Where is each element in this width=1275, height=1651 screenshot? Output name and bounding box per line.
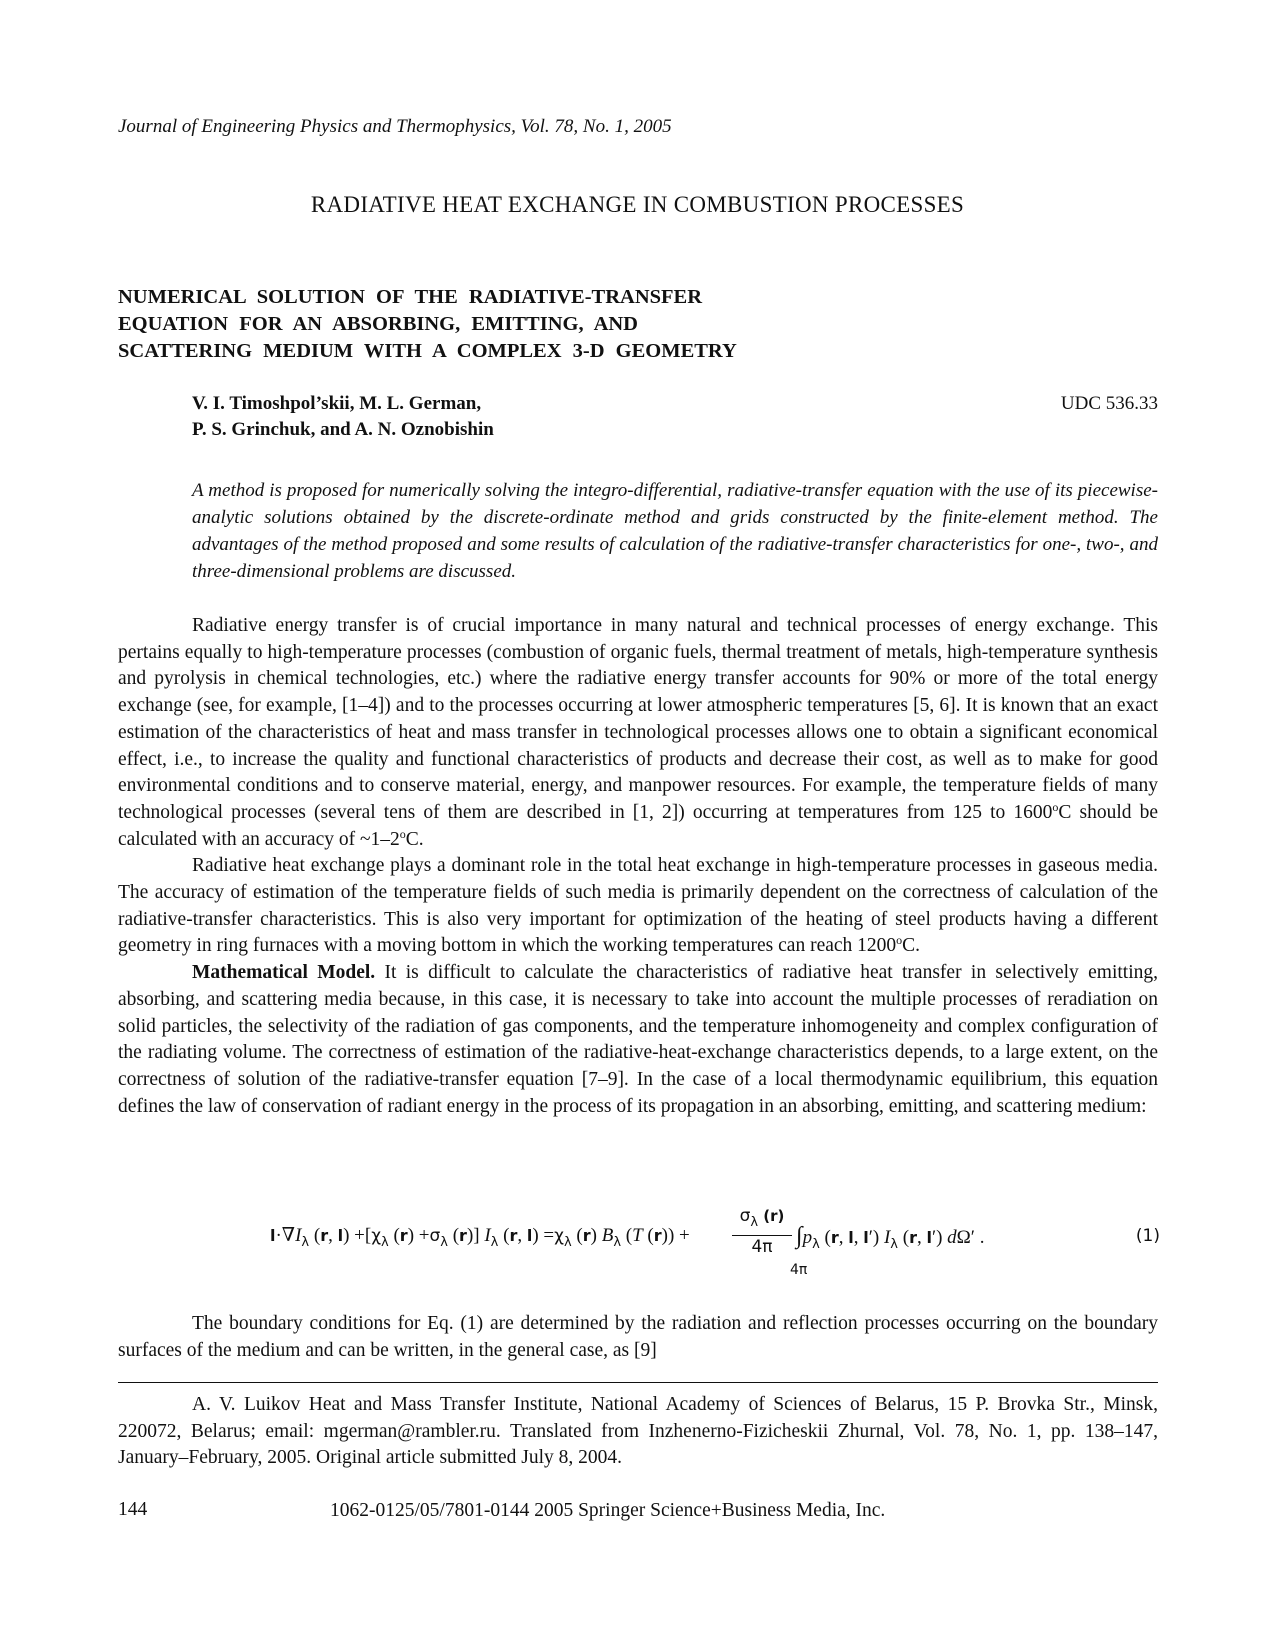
equation-integral: $\int p_\lambda$ (r, l, l′) $I_\lambda$ (r, l′) dΩ′ . xyxy=(796,1223,985,1252)
equation-number: (1) xyxy=(1135,1226,1160,1246)
fraction-denominator: 4π xyxy=(751,1237,773,1257)
paragraph-text: C should be calculated with an accuracy of ~1–2 xyxy=(118,801,1158,850)
journal-citation: Journal of Engineering Physics and Thermophysics, Vol. 78, No. 1, 2005 xyxy=(118,116,672,137)
paragraph xyxy=(118,960,1158,1120)
paper-title xyxy=(118,284,737,365)
paragraph: The boundary conditions for Eq. (1) are determined by the radiation and reflection processes occurring on the boundary surfaces of the medium and can be written, in the general case, as [9] xyxy=(118,1313,1158,1361)
paragraph xyxy=(118,613,1158,853)
udc-code: UDC 536.33 xyxy=(1060,393,1158,414)
paragraph xyxy=(118,853,1158,960)
fraction-numerator: $\sigma_\lambda$ (r) xyxy=(732,1205,792,1236)
copyright-line: 1062-0125/05/7801-0144 2005 Springer Science+Business Media, Inc. xyxy=(330,1500,886,1521)
author-line: P. S. Grinchuk, and A. N. Oznobishin xyxy=(192,418,494,440)
equation-fraction xyxy=(732,1205,792,1258)
title-line: NUMERICAL SOLUTION OF THE RADIATIVE-TRANSFER xyxy=(118,286,703,308)
author-line: V. I. Timoshpol’skii, M. L. German, xyxy=(192,393,482,414)
subsection-heading: Mathematical Model. xyxy=(192,962,376,984)
title-line: EQUATION FOR AN ABSORBING, EMITTING, AND xyxy=(118,313,638,335)
footnote-divider xyxy=(118,1382,1158,1383)
footnote-text: A. V. Luikov Heat and Mass Transfer Institute, National Academy of Sciences of Belarus, 15 P. Brovka Str., Minsk, 220072, Belarus; email: mgerman@rambler.ru. Translated from Inzhenerno-Fizicheskii Zhurnal, Vol. 78, No. 1, pp. 138–147, January–February, 2005. Original article submitted July 8, 2004. xyxy=(118,1394,1158,1469)
paragraph-text: C. xyxy=(902,935,921,957)
degree-symbol: o xyxy=(1052,799,1059,814)
section-heading: RADIATIVE HEAT EXCHANGE IN COMBUSTION PROCESSES xyxy=(310,192,965,217)
paragraph-text: Radiative energy transfer is of crucial importance in many natural and technical processes of energy exchange. This pertains equally to high-temperature processes (combustion of organic fuels, thermal treatment of metals, high-temperature synthesis and pyrolysis in chemical technologies, etc.) where the radiative energy transfer accounts for 90% or more of the total energy exchange (see, for example, [1–4]) and to the processes occurring at lower atmospheric temperatures [5, 6]. It is known that an exact estimation of the characteristics of heat and mass transfer in technological processes allows one to obtain a significant economical effect, i.e., to increase the quality and functional characteristics of products and decrease their cost, as well as to make for good environmental conditions and to conserve material, energy, and manpower resources. For example, the temperature fields of many technological processes (several tens of them are described in [1, 2]) occurring at temperatures from 125 to 1600 xyxy=(118,615,1158,823)
equation-lhs: $l\cdot\nabla I_\lambda$ (r, $l) +[\chi_\lambda$ $(r) +\sigma_\lambda$ (r)] $I_\lambda$ (r, $l) =\chi_\lambda$ (r) $B_\lambda$ (T (r)) + xyxy=(270,1225,690,1250)
degree-symbol: o xyxy=(399,826,406,841)
body-text xyxy=(118,613,1158,1120)
paragraph-text: Radiative heat exchange plays a dominant role in the total heat exchange in high-temperature processes in gaseous media. The accuracy of estimation of the temperature fields of such media is primarily dependent on the correctness of calculation of the radiative-transfer characteristics. This is also very important for optimization of the heating of steel products having a different geometry in ring furnaces with a moving bottom in which the working temperatures can reach 1200 xyxy=(118,855,1158,957)
equation-1 xyxy=(270,1205,1160,1285)
paragraph-text: C. xyxy=(405,828,424,850)
degree-symbol: o xyxy=(896,933,903,948)
integral-domain: 4π xyxy=(790,1262,808,1278)
author-list xyxy=(192,391,494,442)
footnote xyxy=(118,1392,1158,1472)
abstract: A method is proposed for numerically solving the integro-differential, radiative-transfer equation with the use of its piecewise-analytic solutions obtained by the discrete-ordinate method and grids constructed by the finite-element method. The advantages of the method proposed and some results of calculation of the radiative-transfer characteristics for one-, two-, and three-dimensional problems are discussed. xyxy=(192,480,1158,582)
title-line: SCATTERING MEDIUM WITH A COMPLEX 3-D GEOMETRY xyxy=(118,340,737,362)
page-number: 144 xyxy=(118,1499,148,1520)
paragraph-text: It is difficult to calculate the characteristics of radiative heat transfer in selectively emitting, absorbing, and scattering media because, in this case, it is necessary to take into account the multiple processes of reradiation on solid particles, the selectivity of the radiation of gas components, and the temperature inhomogeneity and complex configuration of the radiating volume. The correctness of estimation of the radiative-heat-exchange characteristics depends, to a large extent, on the correctness of solution of the radiative-transfer equation [7–9]. In the case of a local thermodynamic equilibrium, this equation defines the law of conservation of radiant energy in the process of its propagation in an absorbing, emitting, and scattering medium: xyxy=(118,962,1159,1117)
body-text-continued xyxy=(118,1311,1158,1364)
